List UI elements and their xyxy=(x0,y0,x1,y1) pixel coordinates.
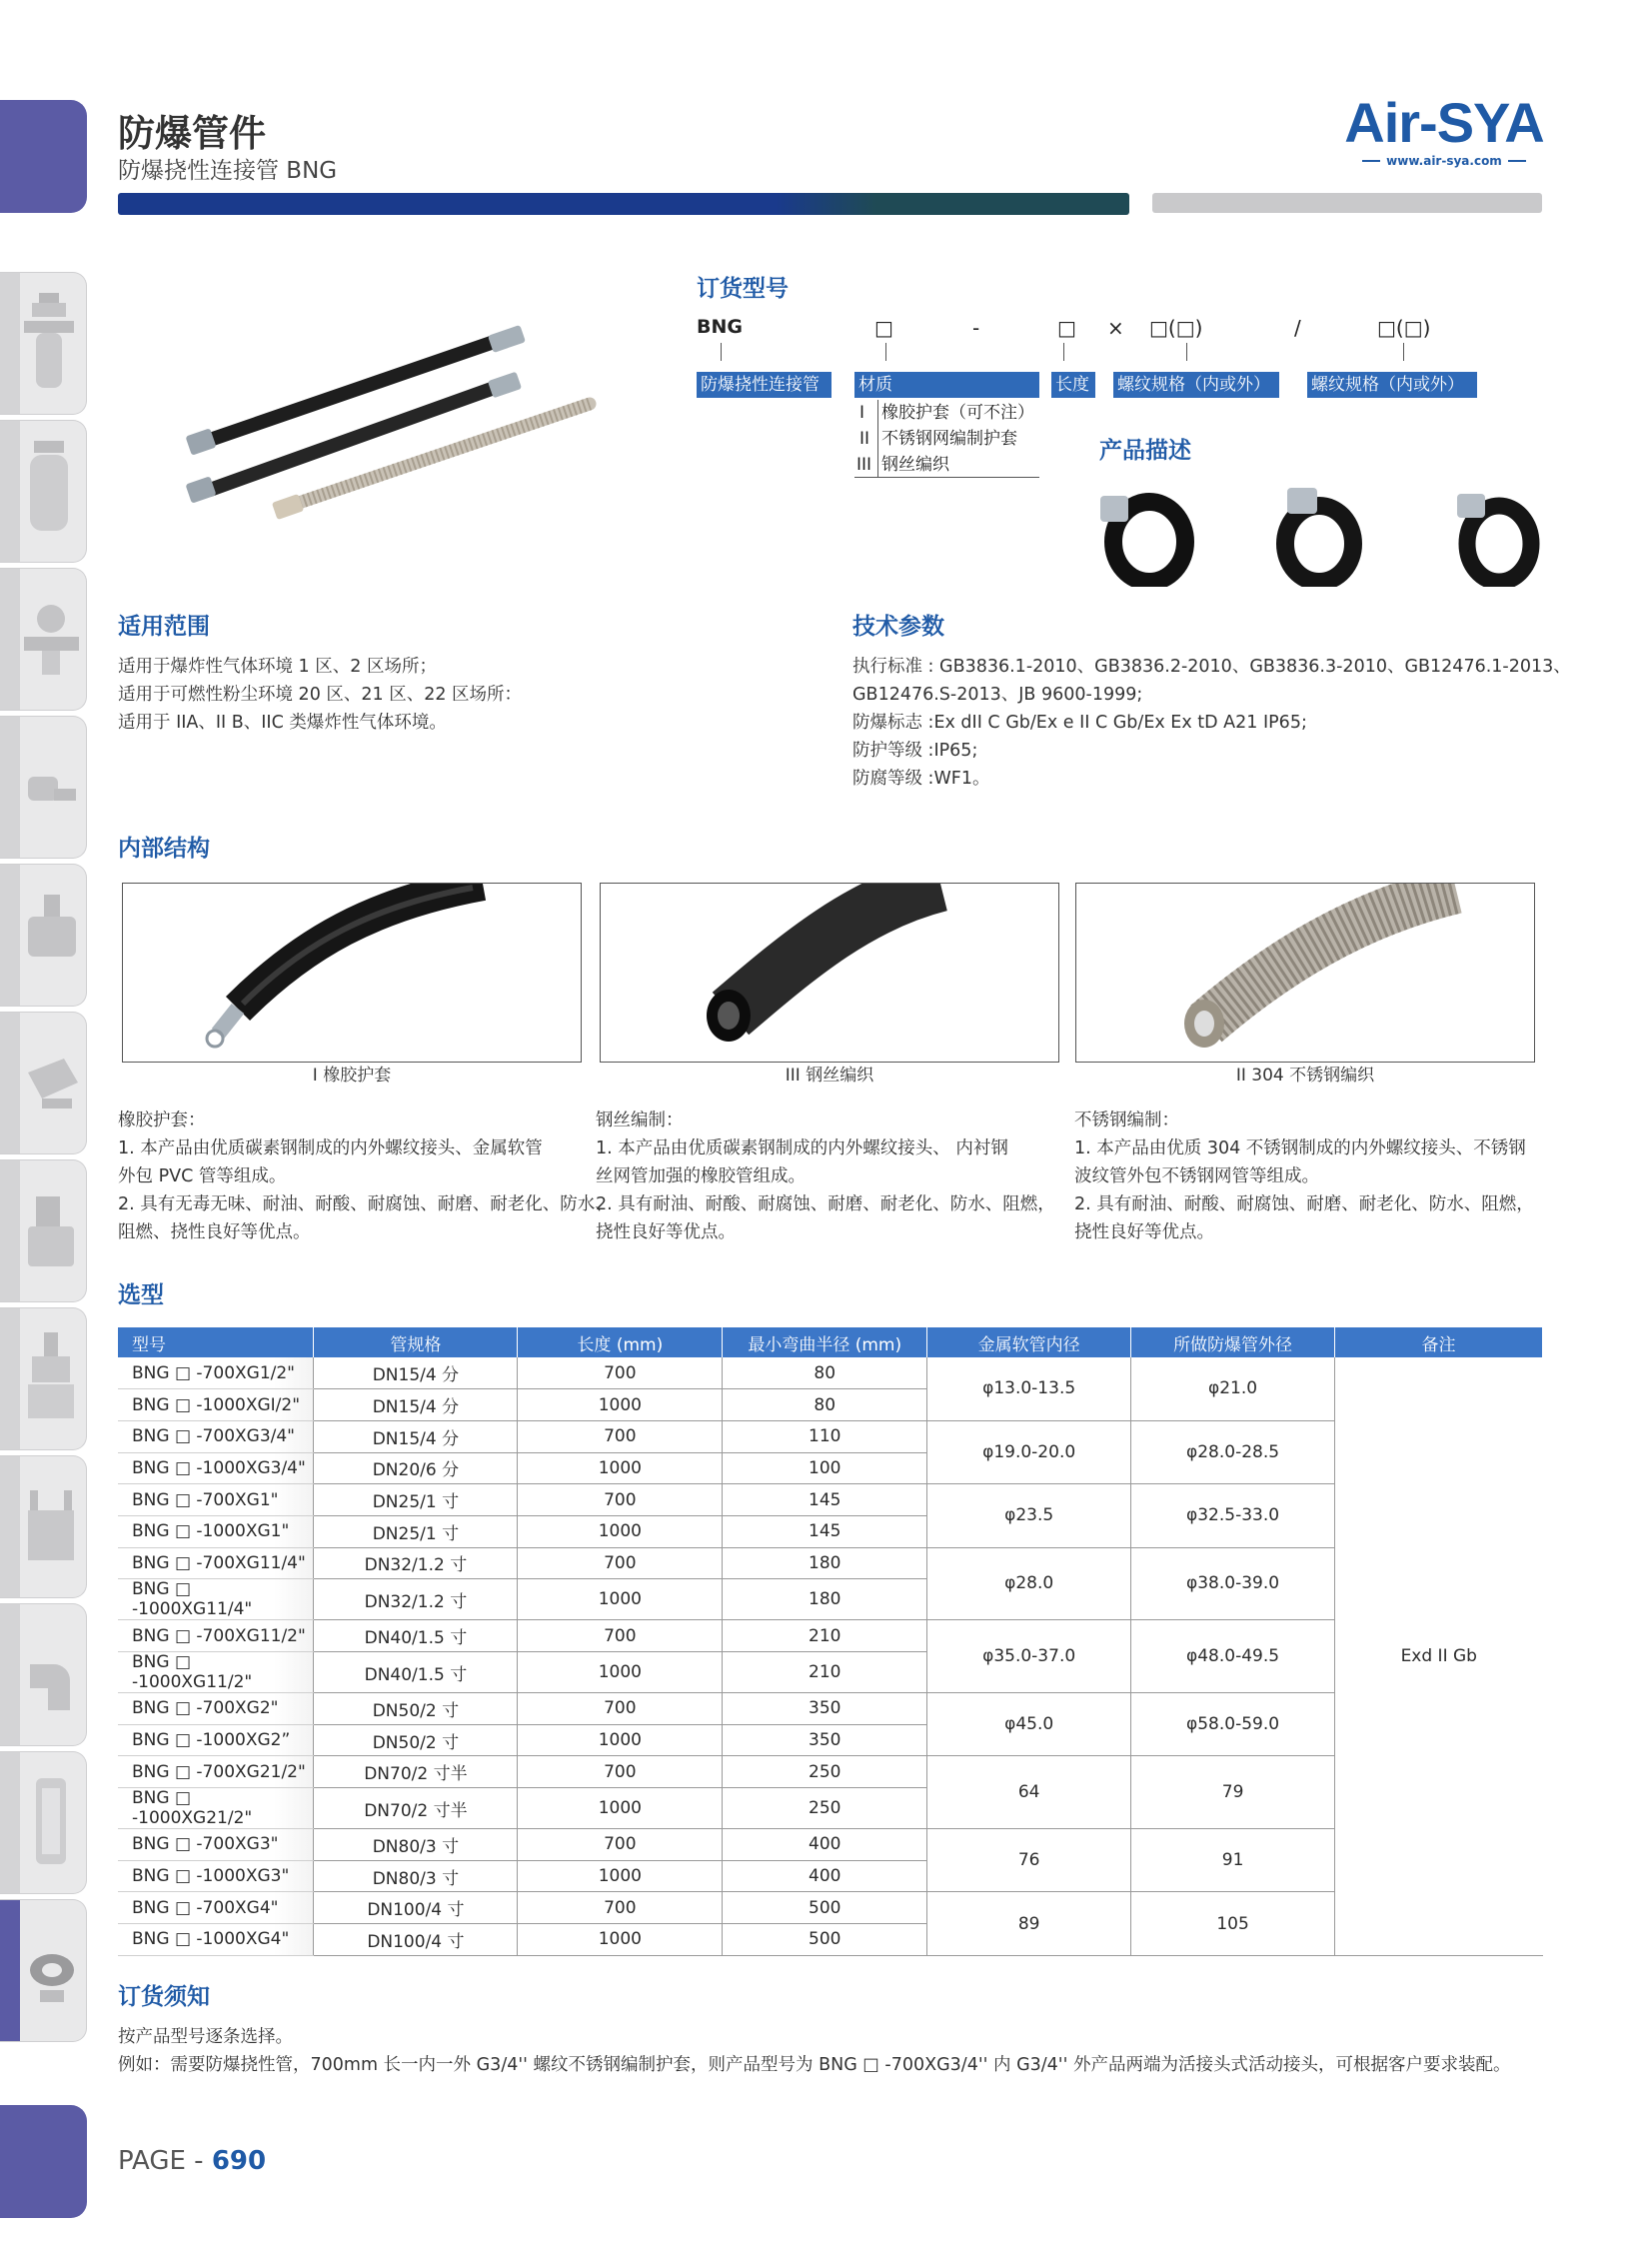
table-cell: 1000 xyxy=(518,1389,723,1421)
table-cell: 700 xyxy=(518,1484,723,1516)
outer-diameter-cell: φ58.0-59.0 xyxy=(1131,1693,1335,1756)
table-cell: 80 xyxy=(723,1357,927,1389)
table-cell: DN32/1.2 寸 xyxy=(314,1579,518,1620)
page-title: 防爆管件 xyxy=(118,112,266,155)
table-cell: DN80/3 寸 xyxy=(314,1829,518,1861)
table-cell: 700 xyxy=(518,1693,723,1725)
table-cell: DN15/4 分 xyxy=(314,1357,518,1389)
side-tab-valve[interactable] xyxy=(0,568,87,711)
leader-line xyxy=(885,343,886,361)
header-tab xyxy=(0,100,87,213)
inner-diameter-cell: φ35.0-37.0 xyxy=(927,1620,1131,1693)
table-row xyxy=(118,1357,1543,1389)
table-cell: 700 xyxy=(518,1357,723,1389)
model-cell: BNG □ -1000XG11/4" xyxy=(118,1579,314,1620)
table-cell: 400 xyxy=(723,1860,927,1892)
model-cell: BNG □ -700XG11/4" xyxy=(118,1547,314,1579)
table-cell: 100 xyxy=(723,1452,927,1484)
scope-line: 适用于 IIA、II B、IIC 类爆炸性气体环境。 xyxy=(118,713,447,733)
model-cell: BNG □ -1000XG1" xyxy=(118,1515,314,1547)
table-cell: 350 xyxy=(723,1724,927,1756)
coiled-hose-image xyxy=(1094,482,1194,587)
table-header-row xyxy=(118,1327,1543,1357)
side-tab-actuator[interactable] xyxy=(0,1159,87,1302)
table-row xyxy=(118,1620,1543,1652)
logo-url: www.air-sya.com xyxy=(1386,154,1502,168)
inner-diameter-cell: φ45.0 xyxy=(927,1693,1131,1756)
notice-title: 订货须知 xyxy=(118,1984,210,2010)
scope-line: 适用于爆炸性气体环境 1 区、2 区场所； xyxy=(118,657,437,677)
page-number: PAGE - 690 xyxy=(118,2146,267,2176)
outer-diameter-cell: φ48.0-49.5 xyxy=(1131,1620,1335,1693)
table-row xyxy=(118,1484,1543,1516)
table-cell: 180 xyxy=(723,1547,927,1579)
table-cell: DN40/1.5 寸 xyxy=(314,1620,518,1652)
column-header: 所做防爆管外径 xyxy=(1131,1327,1335,1357)
side-tab-filter[interactable] xyxy=(0,272,87,415)
leader-line xyxy=(1186,343,1187,361)
material-option: III 钢丝编织 xyxy=(856,455,949,475)
table-cell: DN80/3 寸 xyxy=(314,1860,518,1892)
inner-diameter-cell: 89 xyxy=(927,1892,1131,1955)
model-cell: BNG □ -700XG3/4" xyxy=(118,1420,314,1452)
column-header: 管规格 xyxy=(314,1327,518,1357)
table-cell: DN20/6 分 xyxy=(314,1452,518,1484)
table-cell: 350 xyxy=(723,1693,927,1725)
structure-panel-stainless xyxy=(1075,883,1535,1063)
order-prefix: BNG xyxy=(697,316,743,338)
side-tab-junction[interactable] xyxy=(0,864,87,1007)
table-cell: 1000 xyxy=(518,1788,723,1829)
tech-line: 防腐等级 :WF1。 xyxy=(852,769,990,789)
table-cell: DN32/1.2 寸 xyxy=(314,1547,518,1579)
model-cell: BNG □ -1000XG4" xyxy=(118,1924,314,1956)
side-tab-hose-active[interactable] xyxy=(0,1899,87,2042)
model-cell: BNG □ -700XG1" xyxy=(118,1484,314,1516)
outer-diameter-cell: φ21.0 xyxy=(1131,1357,1335,1420)
table-cell: 700 xyxy=(518,1420,723,1452)
scope-line: 适用于可燃性粉尘环境 20 区、21 区、22 区场所： xyxy=(118,685,523,705)
model-cell: BNG □ -1000XG11/2" xyxy=(118,1652,314,1693)
product-hoses-image xyxy=(180,320,620,530)
table-cell: DN25/1 寸 xyxy=(314,1515,518,1547)
footer-tab xyxy=(0,2105,87,2218)
order-slash: / xyxy=(1294,316,1301,340)
table-cell: DN70/2 寸半 xyxy=(314,1756,518,1788)
table-row xyxy=(118,1892,1543,1924)
order-sym-material: □ xyxy=(874,316,893,340)
table-cell: 700 xyxy=(518,1829,723,1861)
tech-line: GB12476.S-2013、JB 9600-1999; xyxy=(852,685,1143,705)
structure-desc: 不锈钢编制： 1. 本产品由优质 304 不锈钢制成的内外螺纹接头、不锈钢 波纹管外包不锈钢网管等组成。 2. 具有耐油、耐酸、耐腐蚀、耐磨、耐老化、防水、阻燃， 挠性良好等优点。 xyxy=(1074,1111,1534,1242)
outer-diameter-cell: 91 xyxy=(1131,1829,1335,1892)
table-cell: DN40/1.5 寸 xyxy=(314,1652,518,1693)
code-box-product: 防爆挠性连接管 xyxy=(697,372,831,398)
table-cell: 500 xyxy=(723,1924,927,1956)
table-cell: 250 xyxy=(723,1788,927,1829)
table-cell: 210 xyxy=(723,1652,927,1693)
inner-diameter-cell: 76 xyxy=(927,1829,1131,1892)
scope-title: 适用范围 xyxy=(118,614,210,640)
model-cell: BNG □ -1000XG3" xyxy=(118,1860,314,1892)
selection-title: 选型 xyxy=(118,1282,164,1308)
table-cell: 1000 xyxy=(518,1860,723,1892)
table-cell: 1000 xyxy=(518,1579,723,1620)
outer-diameter-cell: φ38.0-39.0 xyxy=(1131,1547,1335,1620)
code-box-length: 长度 xyxy=(1051,372,1095,398)
brand-logo xyxy=(1344,92,1544,168)
structure-caption: II 304 不锈钢编织 xyxy=(1235,1066,1375,1086)
model-cell: BNG □ -1000XG2” xyxy=(118,1724,314,1756)
order-sym-length: □ xyxy=(1057,316,1076,340)
code-box-thread2: 螺纹规格（内或外） xyxy=(1307,372,1477,398)
table-cell: DN15/4 分 xyxy=(314,1389,518,1421)
tech-title: 技术参数 xyxy=(852,614,944,640)
table-cell: 700 xyxy=(518,1620,723,1652)
table-row xyxy=(118,1420,1543,1452)
table-cell: 145 xyxy=(723,1515,927,1547)
material-option: I 橡胶护套（可不注） xyxy=(859,403,1034,423)
side-tab-box[interactable] xyxy=(0,1012,87,1154)
leader-line xyxy=(1403,343,1404,361)
header-bar-left xyxy=(118,193,1129,215)
header-bar-right xyxy=(1152,193,1542,213)
inner-diameter-cell: φ28.0 xyxy=(927,1547,1131,1620)
table-cell: 500 xyxy=(723,1892,927,1924)
coiled-hose-image xyxy=(1449,482,1549,587)
outer-diameter-cell: φ28.0-28.5 xyxy=(1131,1420,1335,1483)
model-cell: BNG □ -700XG1/2" xyxy=(118,1357,314,1389)
product-desc-title: 产品描述 xyxy=(1099,438,1191,464)
structure-panel-steel-wire xyxy=(600,883,1059,1063)
model-cell: BNG □ -1000XG3/4" xyxy=(118,1452,314,1484)
hose-steel xyxy=(272,404,590,520)
table-cell: DN100/4 寸 xyxy=(314,1924,518,1956)
leader-line xyxy=(1063,343,1064,361)
model-cell: BNG □ -1000XGI/2" xyxy=(118,1389,314,1421)
table-cell: DN70/2 寸半 xyxy=(314,1788,518,1829)
side-tab-fitting[interactable] xyxy=(0,1603,87,1746)
table-cell: DN25/1 寸 xyxy=(314,1484,518,1516)
table-cell: 1000 xyxy=(518,1515,723,1547)
table-cell: 1000 xyxy=(518,1652,723,1693)
structure-panel-rubber xyxy=(122,883,582,1063)
column-header: 长度 (mm) xyxy=(518,1327,723,1357)
remark-cell: Exd II Gb xyxy=(1335,1357,1543,1955)
model-cell: BNG □ -1000XG21/2" xyxy=(118,1788,314,1829)
side-tab-regulator[interactable] xyxy=(0,1307,87,1450)
table-cell: 145 xyxy=(723,1484,927,1516)
column-header: 备注 xyxy=(1335,1327,1543,1357)
table-cell: 110 xyxy=(723,1420,927,1452)
column-header: 最小弯曲半径 (mm) xyxy=(723,1327,927,1357)
table-row xyxy=(118,1547,1543,1579)
table-cell: 1000 xyxy=(518,1924,723,1956)
page-subtitle: 防爆挠性连接管 BNG xyxy=(118,158,338,184)
table-row xyxy=(118,1829,1543,1861)
table-row xyxy=(118,1756,1543,1788)
structure-caption: I 橡胶护套 xyxy=(312,1066,392,1086)
table-cell: 80 xyxy=(723,1389,927,1421)
material-option: II 不锈钢网编制护套 xyxy=(859,429,1017,449)
model-cell: BNG □ -700XG3" xyxy=(118,1829,314,1861)
outer-diameter-cell: 105 xyxy=(1131,1892,1335,1955)
tech-line: 防爆标志 :Ex dII C Gb/Ex e II C Gb/Ex Ex tD A21 IP65; xyxy=(852,713,1307,733)
order-times: × xyxy=(1107,316,1124,340)
tech-line: 防护等级 :IP65; xyxy=(852,741,978,761)
table-cell: DN50/2 寸 xyxy=(314,1693,518,1725)
table-cell: DN50/2 寸 xyxy=(314,1724,518,1756)
table-cell: 1000 xyxy=(518,1452,723,1484)
table-cell: 250 xyxy=(723,1756,927,1788)
model-cell: BNG □ -700XG2" xyxy=(118,1693,314,1725)
table-cell: 180 xyxy=(723,1579,927,1620)
outer-diameter-cell: 79 xyxy=(1131,1756,1335,1829)
model-cell: BNG □ -700XG4" xyxy=(118,1892,314,1924)
logo-text: Air-SYA xyxy=(1344,91,1544,154)
coiled-hose-image xyxy=(1269,482,1369,587)
model-cell: BNG □ -700XG21/2" xyxy=(118,1756,314,1788)
structure-desc: 橡胶护套： 1. 本产品由优质碳素钢制成的内外螺纹接头、金属软管 外包 PVC 管等组成。 2. 具有无毒无味、耐油、耐酸、耐腐蚀、耐磨、耐老化、防水、 阻燃、挠性良好等优点。 xyxy=(118,1111,613,1242)
notice-line: 例如：需要防爆挠性管，700mm 长一内一外 G3/4'' 螺纹不锈钢编制护套，则产品型号为 BNG □ -700XG3/4'' 内 G3/4'' 外产品两端为活接头式活动接头，可根据客户要求装配。 xyxy=(118,2055,1511,2075)
notice-line: 按产品型号逐条选择。 xyxy=(118,2027,293,2047)
tech-line: 执行标准 : GB3836.1-2010、GB3836.2-2010、GB3836.3-2010、GB12476.1-2013、 xyxy=(852,657,1571,677)
code-box-material: 材质 xyxy=(854,372,1039,398)
outer-diameter-cell: φ32.5-33.0 xyxy=(1131,1484,1335,1547)
column-header: 型号 xyxy=(118,1327,314,1357)
table-cell: DN100/4 寸 xyxy=(314,1892,518,1924)
structure-title: 内部结构 xyxy=(118,836,210,862)
table-row xyxy=(118,1693,1543,1725)
structure-desc: 钢丝编制： 1. 本产品由优质碳素钢制成的内外螺纹接头、 内衬钢 丝网管加强的橡胶管组成。 2. 具有耐油、耐酸、耐腐蚀、耐磨、耐老化、防水、阻燃， 挠性良好等优点。 xyxy=(596,1111,1055,1242)
side-tab-muffler[interactable] xyxy=(0,1751,87,1894)
inner-diameter-cell: φ23.5 xyxy=(927,1484,1131,1547)
table-cell: 700 xyxy=(518,1547,723,1579)
order-dash: - xyxy=(972,316,980,340)
table-cell: 1000 xyxy=(518,1724,723,1756)
table-cell: 210 xyxy=(723,1620,927,1652)
leader-line xyxy=(721,343,722,361)
table-cell: 400 xyxy=(723,1829,927,1861)
table-cell: 700 xyxy=(518,1892,723,1924)
table-cell: 700 xyxy=(518,1756,723,1788)
code-box-thread1: 螺纹规格（内或外） xyxy=(1113,372,1279,398)
side-tab-elbow[interactable] xyxy=(0,716,87,859)
order-sym-thread2: □(□) xyxy=(1377,316,1431,340)
order-code-title: 订货型号 xyxy=(697,276,789,302)
selection-table xyxy=(118,1327,1543,1956)
table-cell: DN15/4 分 xyxy=(314,1420,518,1452)
order-sym-thread1: □(□) xyxy=(1149,316,1203,340)
structure-caption: III 钢丝编织 xyxy=(785,1066,874,1086)
inner-diameter-cell: φ13.0-13.5 xyxy=(927,1357,1131,1420)
column-header: 金属软管内径 xyxy=(927,1327,1131,1357)
inner-diameter-cell: 64 xyxy=(927,1756,1131,1829)
model-cell: BNG □ -700XG11/2" xyxy=(118,1620,314,1652)
side-tab-lubricator[interactable] xyxy=(0,420,87,563)
inner-diameter-cell: φ19.0-20.0 xyxy=(927,1420,1131,1483)
side-tab-manifold[interactable] xyxy=(0,1455,87,1598)
